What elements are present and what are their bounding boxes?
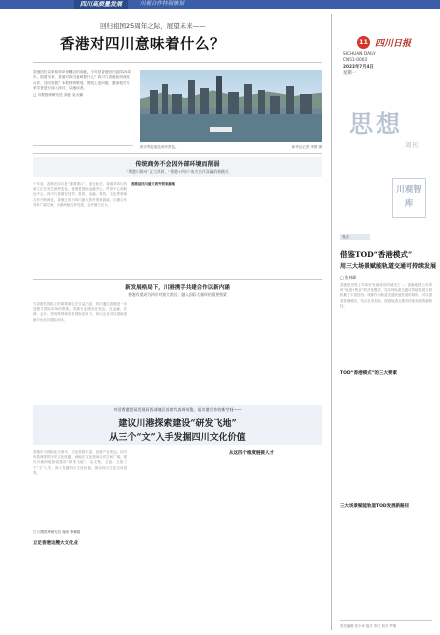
masthead-issue: CN51-0003 (343, 58, 368, 63)
section-banner (0, 0, 440, 9)
building (172, 94, 182, 114)
intro-text: 香港回归以来取得举世瞩目的成就。今年是香港回归祖国25周年，展望未来，香港对四川意味着什么？四川与香港如何深化合作、共同发展？本报特别策划，围绕上述问题，邀请相关专家学者进行深入探讨，以飨读者。 (33, 70, 132, 90)
section2-title: 新发展格局下，川港携手共建合作以新内涵 (125, 285, 230, 291)
right-headline-2: 用三大场景赋能轨道交通可持续发展 (340, 263, 437, 270)
page-number-badge: 11 (357, 36, 370, 49)
intro-byline: □ 川观智库研究员 刘佳 吴大娜 (33, 93, 83, 98)
section3-byline: □ 川观智库研究员 周雨 李佩娟 (33, 530, 81, 534)
masthead-date: 2022年7月4日 (343, 65, 374, 70)
hong-kong-harbour-photo (140, 70, 322, 142)
building (188, 80, 195, 114)
section1-column-3 (229, 182, 322, 275)
section3-intro: 香港作为国际化大都市，文化资源丰富，创意产业发达。四川有着深厚的历史文化底蕴，两地在文化领域合作空间广阔。建议川港两地探索建设“研发飞地”，从文物、文创、文旅三个“文”入手，深入发掘四川文化价值，推动四川文化走向世界。 (33, 450, 127, 475)
story-kicker: 回归祖国25周年之际，展望未来—— (100, 22, 206, 30)
masthead-weekday: 星期一 (343, 71, 356, 76)
right-article-body: 香港是世界上TOD开发最成功的城市之一。香港地铁公司采用“轨道+物业”的开发模式，在实现轨道交通可持续发展方面积累了丰富经验。成都作为轨道交通快速发展的城市，可以借鉴香港模式，结合自身实际，探索轨道交通可持续发展的新路径。 (340, 283, 432, 308)
right-article-body-3 (340, 511, 432, 617)
section-label: 四川高质量发展 (74, 0, 128, 9)
right-headline-1: 借鉴TOD“香港模式” (340, 250, 413, 259)
photo-caption: 维多利亚港及两岸景色。 (140, 145, 179, 149)
right-article-body-2 (340, 378, 432, 498)
section3-kicker: 对话香港贸易发展局西部地区首席代表周英俊，谈川港合作的新空间—— (113, 407, 242, 412)
newspaper-logo: 四川日报 (375, 39, 412, 49)
page-headline: 香港对四川意味着什么？ (60, 36, 225, 53)
photo-caption-row (140, 145, 322, 150)
section1-column-2: 香港是四川最大的外资来源地 (131, 182, 176, 186)
divider (33, 279, 322, 280)
section-subtitle: 川观合作特别策划 (140, 1, 185, 7)
masthead-tagline: SICHUAN DAILY (343, 52, 376, 57)
section3-subhead-2: 从这四个维度链接人才 (229, 451, 274, 456)
building (162, 84, 168, 114)
building (258, 90, 265, 114)
section3-headline-1: 建议川港探索建设“研发飞地” (118, 419, 237, 429)
building (286, 86, 294, 114)
section3-column-3 (229, 458, 322, 632)
photo-credit: 新华社记者 李钢 摄 (291, 145, 322, 149)
section3-headline-2: 从三个“文”入手发掘四川文化价值 (109, 433, 246, 443)
building (216, 76, 222, 114)
divider (33, 153, 322, 154)
column-subtitle: 周刊 (405, 141, 418, 149)
section2-subtitle: 香港有望成为四川对接大湾区、融入国际大循环的重要桥梁 (128, 292, 227, 297)
section3-subhead-1: 立足香港这艘大文化业 (33, 541, 78, 546)
section2-column-2 (131, 302, 225, 400)
intro-box (33, 70, 133, 146)
column-divider (331, 14, 332, 630)
building (270, 96, 280, 114)
editor-credits: 责任编辑 张小米 版式 李江 校对 罗明 (340, 620, 432, 628)
section3-column-1 (33, 548, 127, 632)
building (228, 92, 239, 114)
right-subhead-2: 三大场景赋能轨道TOD发展新路径 (340, 504, 410, 509)
divider (33, 62, 322, 63)
boat (210, 127, 232, 132)
column-title: 思想 (349, 109, 403, 138)
section2-column-1: 当香港在国际上的重要地位正日益凸显，四川通过香港进一步加强与国际市场的联系。香港专业服务业发达，在金融、法律、会计、咨询等领域具有国际竞争力，四川企业可以借助香港平台走向国际市场。 (33, 302, 127, 322)
section3-column-2 (131, 450, 225, 632)
building (244, 84, 252, 114)
article-tag: 观点 (340, 234, 370, 240)
right-byline: □ 张林峰 (340, 275, 357, 280)
building (150, 90, 158, 114)
section2-column-3 (229, 302, 322, 400)
section1-subtitle: “粤港川联动”正当其时，“香港+四川”成为合作双赢的新模式 (126, 169, 229, 174)
section1-column-1: 十年前，香港在四川是“重要窗口”，而在此后，香港对四川的意义正在发生深刻变化。香港是国际金融中心、贸易中心和航运中心，四川与香港在经贸、投资、金融、科技、文化等领域合作不断深化，香港已成为四川最大的外资来源地。川港合作具有广阔空间，川港两地互补性强，合作潜力巨大。 (33, 182, 127, 207)
right-subhead-1: TOD“香港模式”的三大要素 (340, 371, 398, 376)
building (300, 94, 312, 114)
sub-column-box: 川观智库 (392, 178, 426, 218)
section1-title: 传统商务不会因外部环境而削弱 (135, 161, 220, 168)
building (200, 88, 209, 114)
